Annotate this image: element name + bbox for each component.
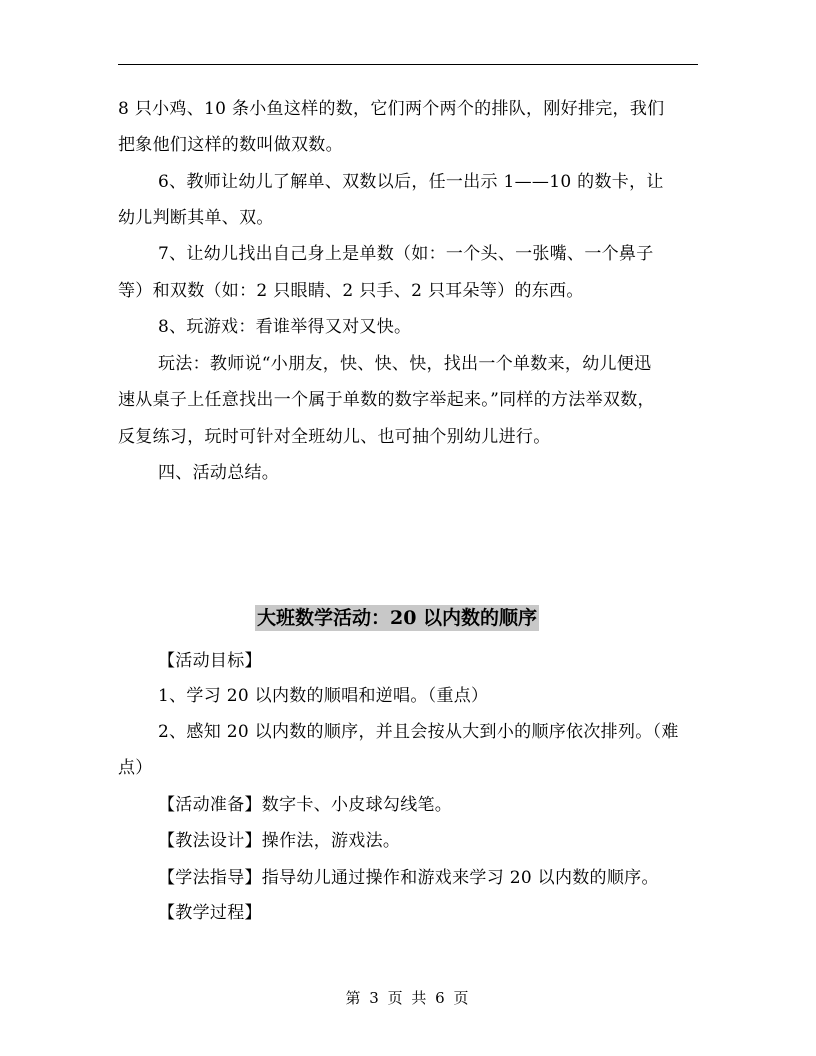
paragraph-line: 【活动准备】数字卡、小皮球勾线笔。 bbox=[158, 795, 453, 815]
header-rule bbox=[118, 64, 698, 65]
paragraph-line: 等）和双数（如：2 只眼睛、2 只手、2 只耳朵等）的东西。 bbox=[118, 281, 584, 301]
paragraph-line: 2、感知 20 以内数的顺序，并且会按从大到小的顺序依次排列。（难 bbox=[158, 722, 679, 742]
heading-line: 【活动目标】 bbox=[158, 651, 262, 671]
paragraph-line: 四、活动总结。 bbox=[158, 463, 280, 483]
paragraph-line: 幼儿判断其单、双。 bbox=[118, 208, 274, 228]
paragraph-line: 速从桌子上任意找出一个属于单数的数字举起来。”同样的方法举双数， bbox=[118, 390, 655, 410]
paragraph-line: 把象他们这样的数叫做双数。 bbox=[118, 135, 343, 155]
heading-line: 【教学过程】 bbox=[158, 903, 262, 923]
paragraph-line: 反复练习，玩时可针对全班幼儿、也可抽个别幼儿进行。 bbox=[118, 427, 551, 447]
paragraph-line: 8、玩游戏：看谁举得又对又快。 bbox=[158, 317, 412, 337]
section-title: 大班数学活动：20 以内数的顺序 bbox=[257, 607, 538, 629]
paragraph-line: 7、让幼儿找出自己身上是单数（如：一个头、一张嘴、一个鼻子 bbox=[158, 244, 654, 264]
paragraph-line: 【教法设计】操作法，游戏法。 bbox=[158, 831, 401, 851]
paragraph-line: 玩法：教师说“小朋友，快、快、快，找出一个单数来，幼儿便迅 bbox=[158, 354, 652, 374]
paragraph-line: 1、学习 20 以内数的顺唱和逆唱。（重点） bbox=[158, 686, 489, 706]
paragraph-line: 8 只小鸡、10 条小鱼这样的数，它们两个两个的排队，刚好排完，我们 bbox=[118, 99, 665, 119]
paragraph-line: 6、教师让幼儿了解单、双数以后，任一出示 1——10 的数卡，让 bbox=[158, 172, 664, 192]
page-footer: 第 3 页 共 6 页 bbox=[345, 989, 471, 1007]
paragraph-line: 点） bbox=[118, 758, 153, 778]
paragraph-line: 【学法指导】指导幼儿通过操作和游戏来学习 20 以内数的顺序。 bbox=[158, 868, 659, 888]
